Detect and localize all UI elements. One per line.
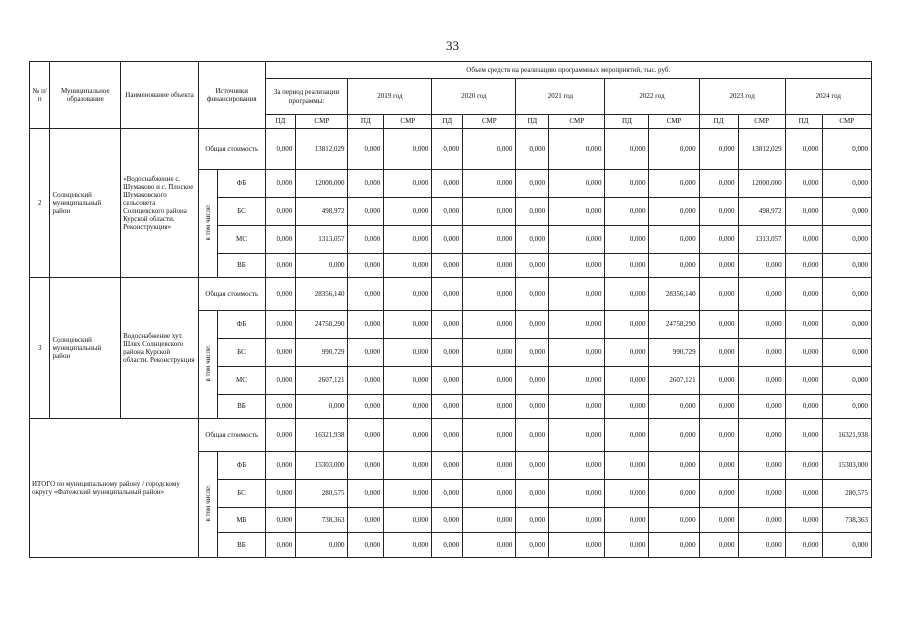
value-cell: 0,000	[384, 311, 432, 339]
value-cell: 0,000	[605, 129, 649, 170]
header-num: № п/п	[30, 62, 50, 129]
value-cell: 0,000	[265, 170, 296, 198]
value-cell: 0,000	[265, 339, 296, 367]
value-cell: 738,363	[296, 508, 348, 533]
value-cell: 0,000	[384, 198, 432, 226]
value-cell: 0,000	[822, 533, 872, 558]
header-year: 2023 год	[699, 79, 785, 115]
value-cell: 0,000	[432, 419, 463, 452]
value-cell: 0,000	[738, 311, 785, 339]
value-cell: 0,000	[348, 129, 384, 170]
value-cell: 0,000	[516, 480, 549, 508]
value-cell: 0,000	[432, 367, 463, 395]
value-cell: 0,000	[348, 419, 384, 452]
value-cell: 0,000	[605, 419, 649, 452]
value-cell: 0,000	[738, 254, 785, 278]
value-cell: 0,000	[785, 395, 822, 419]
value-cell: 0,000	[699, 395, 738, 419]
value-cell: 0,000	[348, 170, 384, 198]
value-cell: 0,000	[463, 226, 516, 254]
value-cell: 0,000	[432, 533, 463, 558]
value-cell: 0,000	[432, 452, 463, 480]
value-cell: 0,000	[348, 395, 384, 419]
value-cell: 0,000	[549, 254, 605, 278]
budget-table	[29, 61, 872, 558]
value-cell: 0,000	[699, 452, 738, 480]
header-smr: СМР	[738, 115, 785, 129]
value-cell: 0,000	[738, 395, 785, 419]
total-label: ИТОГО по муниципальному району / городскому округу «Фатежский муниципальный район»	[30, 419, 199, 558]
value-cell: 0,000	[384, 254, 432, 278]
header-smr: СМР	[822, 115, 872, 129]
value-cell: 0,000	[516, 129, 549, 170]
value-cell: 0,000	[785, 129, 822, 170]
value-cell: 16321,938	[822, 419, 872, 452]
header-year: 2020 год	[432, 79, 516, 115]
value-cell: 0,000	[785, 339, 822, 367]
header-year: 2019 год	[348, 79, 432, 115]
value-cell: 0,000	[432, 198, 463, 226]
value-cell: 0,000	[699, 367, 738, 395]
including-label: в том числе:	[204, 204, 213, 241]
value-cell: 0,000	[785, 367, 822, 395]
value-cell: 0,000	[265, 367, 296, 395]
value-cell: 0,000	[463, 452, 516, 480]
value-cell: 0,000	[549, 198, 605, 226]
value-cell: 0,000	[265, 129, 296, 170]
header-year: 2022 год	[605, 79, 699, 115]
value-cell: 0,000	[432, 395, 463, 419]
value-cell: 0,000	[348, 367, 384, 395]
value-cell: 0,000	[348, 198, 384, 226]
value-cell: 0,000	[265, 311, 296, 339]
header-smr: СМР	[296, 115, 348, 129]
value-cell: 0,000	[384, 129, 432, 170]
including-label: в том числе:	[204, 345, 213, 382]
value-cell: 0,000	[738, 278, 785, 311]
value-cell: 0,000	[384, 452, 432, 480]
value-cell: 0,000	[463, 129, 516, 170]
value-cell: 0,000	[549, 452, 605, 480]
value-cell: 0,000	[822, 129, 872, 170]
value-cell: 0,000	[348, 311, 384, 339]
value-cell: 0,000	[605, 452, 649, 480]
header-year: 2021 год	[516, 79, 605, 115]
value-cell: 990,729	[296, 339, 348, 367]
value-cell: 0,000	[348, 452, 384, 480]
value-cell: 738,363	[822, 508, 872, 533]
value-cell: 12000,000	[296, 170, 348, 198]
including-label-cell	[198, 311, 217, 419]
value-cell: 0,000	[265, 278, 296, 311]
value-cell: 0,000	[738, 452, 785, 480]
value-cell: 0,000	[822, 395, 872, 419]
value-cell: 0,000	[432, 311, 463, 339]
value-cell: 0,000	[384, 226, 432, 254]
value-cell: 0,000	[516, 311, 549, 339]
value-cell: 0,000	[432, 170, 463, 198]
source-label: БС	[218, 339, 265, 367]
source-label: ВБ	[218, 254, 265, 278]
value-cell: 0,000	[785, 278, 822, 311]
value-cell: 15303,000	[822, 452, 872, 480]
value-cell: 0,000	[463, 198, 516, 226]
value-cell: 13812,029	[296, 129, 348, 170]
value-cell: 0,000	[516, 395, 549, 419]
value-cell: 0,000	[384, 339, 432, 367]
value-cell: 0,000	[738, 533, 785, 558]
value-cell: 0,000	[348, 254, 384, 278]
value-cell: 498,972	[738, 198, 785, 226]
value-cell: 0,000	[463, 533, 516, 558]
value-cell: 0,000	[785, 419, 822, 452]
value-cell: 0,000	[822, 278, 872, 311]
value-cell: 0,000	[699, 198, 738, 226]
value-cell: 28356,140	[296, 278, 348, 311]
value-cell: 0,000	[463, 170, 516, 198]
value-cell: 0,000	[738, 339, 785, 367]
value-cell: 0,000	[549, 339, 605, 367]
value-cell: 0,000	[699, 311, 738, 339]
value-cell: 0,000	[265, 533, 296, 558]
value-cell: 0,000	[463, 480, 516, 508]
source-label: МС	[218, 367, 265, 395]
value-cell: 0,000	[432, 129, 463, 170]
object-name: Водоснабжение хут. Шлях Солнцевского района Курской области. Реконструкция	[121, 278, 199, 419]
source-label: МС	[218, 226, 265, 254]
value-cell: 0,000	[296, 533, 348, 558]
header-pd: ПД	[785, 115, 822, 129]
value-cell: 0,000	[432, 254, 463, 278]
value-cell: 0,000	[649, 226, 699, 254]
value-cell: 0,000	[463, 311, 516, 339]
source-label: ВБ	[218, 395, 265, 419]
value-cell: 0,000	[516, 508, 549, 533]
value-cell: 0,000	[463, 508, 516, 533]
value-cell: 0,000	[348, 339, 384, 367]
value-cell: 2607,121	[649, 367, 699, 395]
value-cell: 0,000	[384, 395, 432, 419]
value-cell: 0,000	[463, 339, 516, 367]
value-cell: 0,000	[348, 508, 384, 533]
value-cell: 0,000	[699, 339, 738, 367]
value-cell: 0,000	[432, 508, 463, 533]
value-cell: 24758,290	[649, 311, 699, 339]
value-cell: 0,000	[516, 339, 549, 367]
header-smr: СМР	[463, 115, 516, 129]
value-cell: 0,000	[605, 198, 649, 226]
value-cell: 0,000	[265, 508, 296, 533]
source-label: ФБ	[218, 170, 265, 198]
value-cell: 280,575	[296, 480, 348, 508]
value-cell: 0,000	[785, 480, 822, 508]
value-cell: 0,000	[605, 395, 649, 419]
value-cell: 0,000	[822, 311, 872, 339]
value-cell: 0,000	[822, 198, 872, 226]
header-object: Наименование объекта	[121, 62, 199, 129]
value-cell: 0,000	[516, 278, 549, 311]
value-cell: 0,000	[348, 480, 384, 508]
source-total-cost: Общая стоимость	[198, 278, 265, 311]
value-cell: 0,000	[516, 170, 549, 198]
table-row	[30, 419, 872, 452]
header-pd: ПД	[605, 115, 649, 129]
header-year: 2024 год	[785, 79, 871, 115]
value-cell: 0,000	[649, 254, 699, 278]
value-cell: 0,000	[549, 508, 605, 533]
value-cell: 0,000	[699, 278, 738, 311]
value-cell: 0,000	[549, 419, 605, 452]
source-total-cost: Общая стоимость	[198, 129, 265, 170]
value-cell: 0,000	[516, 198, 549, 226]
header-pd: ПД	[432, 115, 463, 129]
value-cell: 0,000	[649, 198, 699, 226]
value-cell: 0,000	[384, 367, 432, 395]
header-pd: ПД	[265, 115, 296, 129]
value-cell: 0,000	[384, 533, 432, 558]
value-cell: 0,000	[265, 419, 296, 452]
table-body	[30, 129, 872, 558]
value-cell: 0,000	[699, 226, 738, 254]
value-cell: 0,000	[516, 226, 549, 254]
value-cell: 13812,029	[738, 129, 785, 170]
header-pd: ПД	[516, 115, 549, 129]
value-cell: 0,000	[649, 129, 699, 170]
value-cell: 1313,057	[738, 226, 785, 254]
value-cell: 0,000	[516, 533, 549, 558]
value-cell: 0,000	[384, 480, 432, 508]
value-cell: 0,000	[738, 367, 785, 395]
value-cell: 990,729	[649, 339, 699, 367]
table-row	[30, 278, 872, 311]
value-cell: 0,000	[699, 170, 738, 198]
value-cell: 0,000	[265, 395, 296, 419]
value-cell: 0,000	[822, 339, 872, 367]
value-cell: 2607,121	[296, 367, 348, 395]
including-label: в том числе:	[204, 485, 213, 522]
value-cell: 12000,000	[738, 170, 785, 198]
value-cell: 0,000	[822, 170, 872, 198]
header-smr: СМР	[549, 115, 605, 129]
header-pd: ПД	[699, 115, 738, 129]
row-number: 3	[30, 278, 50, 419]
municipality-name: Солнцевский муниципальный район	[50, 278, 121, 419]
value-cell: 15303,000	[296, 452, 348, 480]
value-cell: 0,000	[549, 395, 605, 419]
value-cell: 0,000	[822, 367, 872, 395]
value-cell: 24758,290	[296, 311, 348, 339]
value-cell: 0,000	[785, 311, 822, 339]
value-cell: 0,000	[605, 278, 649, 311]
value-cell: 0,000	[549, 129, 605, 170]
value-cell: 0,000	[605, 533, 649, 558]
value-cell: 0,000	[549, 480, 605, 508]
including-label-cell	[198, 452, 217, 558]
value-cell: 0,000	[785, 198, 822, 226]
value-cell: 0,000	[463, 419, 516, 452]
value-cell: 0,000	[549, 367, 605, 395]
value-cell: 0,000	[822, 254, 872, 278]
value-cell: 0,000	[699, 533, 738, 558]
value-cell: 0,000	[605, 339, 649, 367]
value-cell: 0,000	[384, 278, 432, 311]
header-municipality: Муниципальное образование	[50, 62, 121, 129]
value-cell: 0,000	[605, 170, 649, 198]
value-cell: 0,000	[785, 533, 822, 558]
source-label: МБ	[218, 508, 265, 533]
value-cell: 0,000	[384, 170, 432, 198]
value-cell: 0,000	[384, 508, 432, 533]
table-header	[30, 62, 872, 129]
value-cell: 0,000	[265, 480, 296, 508]
value-cell: 0,000	[699, 254, 738, 278]
value-cell: 0,000	[265, 254, 296, 278]
value-cell: 0,000	[699, 129, 738, 170]
value-cell: 0,000	[649, 508, 699, 533]
value-cell: 0,000	[785, 226, 822, 254]
source-label: БС	[218, 198, 265, 226]
value-cell: 0,000	[432, 278, 463, 311]
value-cell: 0,000	[699, 508, 738, 533]
value-cell: 0,000	[605, 311, 649, 339]
value-cell: 0,000	[296, 395, 348, 419]
table-row	[30, 129, 872, 170]
value-cell: 0,000	[785, 452, 822, 480]
value-cell: 0,000	[549, 226, 605, 254]
value-cell: 0,000	[463, 395, 516, 419]
value-cell: 0,000	[649, 452, 699, 480]
value-cell: 0,000	[265, 452, 296, 480]
source-label: ВБ	[218, 533, 265, 558]
including-label-cell	[198, 170, 217, 278]
value-cell: 0,000	[649, 480, 699, 508]
value-cell: 0,000	[605, 226, 649, 254]
value-cell: 0,000	[348, 226, 384, 254]
value-cell: 0,000	[296, 254, 348, 278]
value-cell: 280,575	[822, 480, 872, 508]
header-smr: СМР	[649, 115, 699, 129]
value-cell: 0,000	[822, 226, 872, 254]
value-cell: 1313,057	[296, 226, 348, 254]
value-cell: 498,972	[296, 198, 348, 226]
value-cell: 0,000	[649, 395, 699, 419]
municipality-name: Солнцевский муниципальный район	[50, 129, 121, 278]
value-cell: 0,000	[516, 254, 549, 278]
value-cell: 0,000	[384, 419, 432, 452]
value-cell: 0,000	[348, 533, 384, 558]
value-cell: 0,000	[463, 278, 516, 311]
value-cell: 0,000	[549, 278, 605, 311]
value-cell: 0,000	[605, 480, 649, 508]
row-number: 2	[30, 129, 50, 278]
page-number: 33	[446, 38, 459, 53]
value-cell: 0,000	[699, 419, 738, 452]
value-cell: 0,000	[265, 226, 296, 254]
source-label: ФБ	[218, 452, 265, 480]
value-cell: 0,000	[516, 367, 549, 395]
value-cell: 0,000	[649, 170, 699, 198]
value-cell: 16321,938	[296, 419, 348, 452]
value-cell: 0,000	[738, 508, 785, 533]
value-cell: 0,000	[785, 254, 822, 278]
header-smr: СМР	[384, 115, 432, 129]
source-label: ФБ	[218, 311, 265, 339]
value-cell: 0,000	[516, 419, 549, 452]
source-label: БС	[218, 480, 265, 508]
header-period-total: За период реализации программы:	[265, 79, 348, 115]
value-cell: 0,000	[265, 198, 296, 226]
value-cell: 0,000	[785, 508, 822, 533]
value-cell: 0,000	[605, 254, 649, 278]
source-total-cost: Общая стоимость	[198, 419, 265, 452]
value-cell: 0,000	[432, 339, 463, 367]
value-cell: 0,000	[549, 311, 605, 339]
value-cell: 0,000	[348, 278, 384, 311]
value-cell: 28356,140	[649, 278, 699, 311]
value-cell: 0,000	[432, 226, 463, 254]
value-cell: 0,000	[463, 254, 516, 278]
value-cell: 0,000	[699, 480, 738, 508]
value-cell: 0,000	[463, 367, 516, 395]
header-pd: ПД	[348, 115, 384, 129]
value-cell: 0,000	[738, 419, 785, 452]
value-cell: 0,000	[738, 480, 785, 508]
object-name: «Водоснабжение с. Шумаково и с. Плоское Шумаковского сельсовета Солнцевского района Курской области. Реконструкция»	[121, 129, 199, 278]
value-cell: 0,000	[649, 533, 699, 558]
value-cell: 0,000	[516, 452, 549, 480]
value-cell: 0,000	[549, 170, 605, 198]
header-sources: Источники финансирования	[198, 62, 265, 129]
value-cell: 0,000	[605, 367, 649, 395]
value-cell: 0,000	[649, 419, 699, 452]
value-cell: 0,000	[785, 170, 822, 198]
header-volume-title: Объем средств на реализацию программных мероприятий, тыс. руб.	[265, 62, 872, 79]
value-cell: 0,000	[432, 480, 463, 508]
value-cell: 0,000	[605, 508, 649, 533]
value-cell: 0,000	[549, 533, 605, 558]
